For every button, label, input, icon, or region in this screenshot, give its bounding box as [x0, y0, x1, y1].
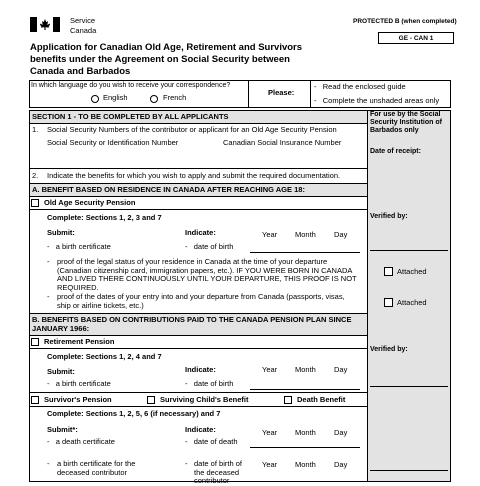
sectionB-item-deceased-birth-cert: a birth certificate for the deceased contributor: [57, 459, 136, 477]
agency-name-line2: Canada: [70, 26, 97, 35]
sectionB-submit-2: Submit*:: [47, 425, 78, 434]
sidebar-verified-by-1: Verified by:: [370, 213, 408, 220]
q1-number: 1.: [32, 125, 39, 134]
sectionB-year-2: Year: [262, 428, 278, 437]
sectionA-indicate-dob: - date of birth: [185, 242, 234, 251]
sidebar-verified-by-2: Verified by:: [370, 346, 408, 353]
form-code-box: [378, 32, 454, 44]
sectionB-complete-2: Complete: Sections 1, 2, 5, 6 (if necessary) and 7: [47, 409, 221, 418]
q1-sin-label: Canadian Social Insurance Number: [223, 138, 342, 147]
retirement-checkbox[interactable]: [31, 338, 39, 346]
english-label: English: [103, 93, 128, 102]
sectionB-complete-1: Complete: Sections 1, 2, 4 and 7: [47, 352, 162, 361]
child-benefit-label: Surviving Child's Benefit: [160, 395, 249, 404]
sectionB-indicate-2: Indicate:: [185, 425, 216, 434]
q1-text: Social Security Numbers of the contributor or applicant for an Old Age Security Pension: [47, 125, 337, 134]
english-radio[interactable]: [91, 95, 99, 103]
sectionB-year: Year: [262, 365, 278, 374]
section1-title: SECTION 1 - TO BE COMPLETED BY ALL APPLICANTS: [32, 112, 229, 121]
attached-checkbox-1[interactable]: [384, 267, 393, 276]
sectionB-dob-field-line: [250, 389, 360, 390]
q1-ssn-label: Social Security or Identification Number: [47, 138, 179, 147]
form-title: Application for Canadian Old Age, Retirement and Survivors benefits under the Agreement on Social Security between Canada and Barbados: [30, 42, 303, 77]
sectionB-indicate-dod: - date of death: [185, 437, 238, 446]
death-benefit-checkbox[interactable]: [284, 396, 292, 404]
sidebar-date-receipt: Date of receipt:: [370, 148, 421, 155]
sectionB-indicate-dob: - date of birth: [185, 379, 234, 388]
sectionB-day: Day: [334, 365, 348, 374]
attached-checkbox-2[interactable]: [384, 298, 393, 307]
protected-label: PROTECTED B (when completed): [353, 18, 457, 25]
oas-checkbox[interactable]: [31, 199, 39, 207]
sectionA-item-legal-status: proof of the legal status of your residence in Canada at the time of your departure (Canadian citizenship card, immigration papers, etc.). IF YOU WERE BORN IN CANADA AND LIVED THERE CONTINUOUSLY UNTIL YOUR DEPARTURE, THIS PROOF IS NOT REQUIRED.: [57, 257, 357, 293]
sectionA-complete: Complete: Sections 1, 2, 3 and 7: [47, 213, 162, 222]
agency-name-line1: Service: [70, 16, 96, 25]
instruction-read-guide: - Read the enclosed guide: [314, 82, 406, 91]
q2-text: Indicate the benefits for which you wish to apply and submit the required documentation.: [47, 171, 341, 180]
sectionB-item-death-cert: - a death certificate: [47, 437, 115, 446]
language-question: In which language do you wish to receive your correspondence?: [31, 82, 231, 89]
retirement-label: Retirement Pension: [44, 337, 115, 346]
sectionB-item-birth-cert: - a birth certificate: [47, 379, 111, 388]
q2-number: 2.: [32, 171, 39, 180]
sectionA-item-birth-cert: - a birth certificate: [47, 242, 111, 251]
sectionB-indicate: Indicate:: [185, 365, 216, 374]
sectionB-day-3: Day: [334, 460, 348, 469]
survivor-label: Survivor's Pension: [44, 395, 112, 404]
sectionA-year: Year: [262, 230, 278, 239]
french-radio[interactable]: [150, 95, 158, 103]
form-code: GE - CAN 1: [398, 35, 434, 42]
sectionB-submit: Submit:: [47, 367, 75, 376]
sectionB-day-2: Day: [334, 428, 348, 437]
sectionB-year-3: Year: [262, 460, 278, 469]
sectionB-month-2: Month: [295, 428, 316, 437]
canada-flag-logo: [30, 17, 60, 32]
oas-label: Old Age Security Pension: [44, 198, 136, 207]
sectionB-month: Month: [295, 365, 316, 374]
child-benefit-checkbox[interactable]: [147, 396, 155, 404]
instruction-unshaded: - Complete the unshaded areas only: [314, 96, 440, 105]
sectionA-title: A. BENEFIT BASED ON RESIDENCE IN CANADA AFTER REACHING AGE 18:: [32, 185, 305, 194]
sectionB-month-3: Month: [295, 460, 316, 469]
sectionA-item-entry-dates: proof of the dates of your entry into and your departure from Canada (passports, visas, ship or airline tickets, etc.): [57, 292, 345, 310]
sectionB-dod-field-line: [250, 447, 360, 448]
please-label: Please:: [268, 88, 295, 97]
sectionA-month: Month: [295, 230, 316, 239]
sectionA-submit: Submit:: [47, 228, 75, 237]
french-label: French: [163, 93, 187, 102]
attached-label-2: Attached: [397, 298, 427, 307]
sectionA-indicate: Indicate:: [185, 228, 216, 237]
sectionB-indicate-deceased-dob: date of birth of the deceased contributor: [194, 459, 242, 486]
survivor-checkbox[interactable]: [31, 396, 39, 404]
sectionA-dob-field-line: [250, 252, 360, 253]
sectionB-title: B. BENEFITS BASED ON CONTRIBUTIONS PAID TO THE CANADA PENSION PLAN SINCE JANUARY 1966:: [32, 315, 352, 333]
sectionA-day: Day: [334, 230, 348, 239]
attached-label-1: Attached: [397, 267, 427, 276]
sidebar-use-by: For use by the Social Security Institution of Barbados only: [370, 111, 442, 135]
death-benefit-label: Death Benefit: [297, 395, 346, 404]
institution-sidebar: [367, 111, 450, 481]
